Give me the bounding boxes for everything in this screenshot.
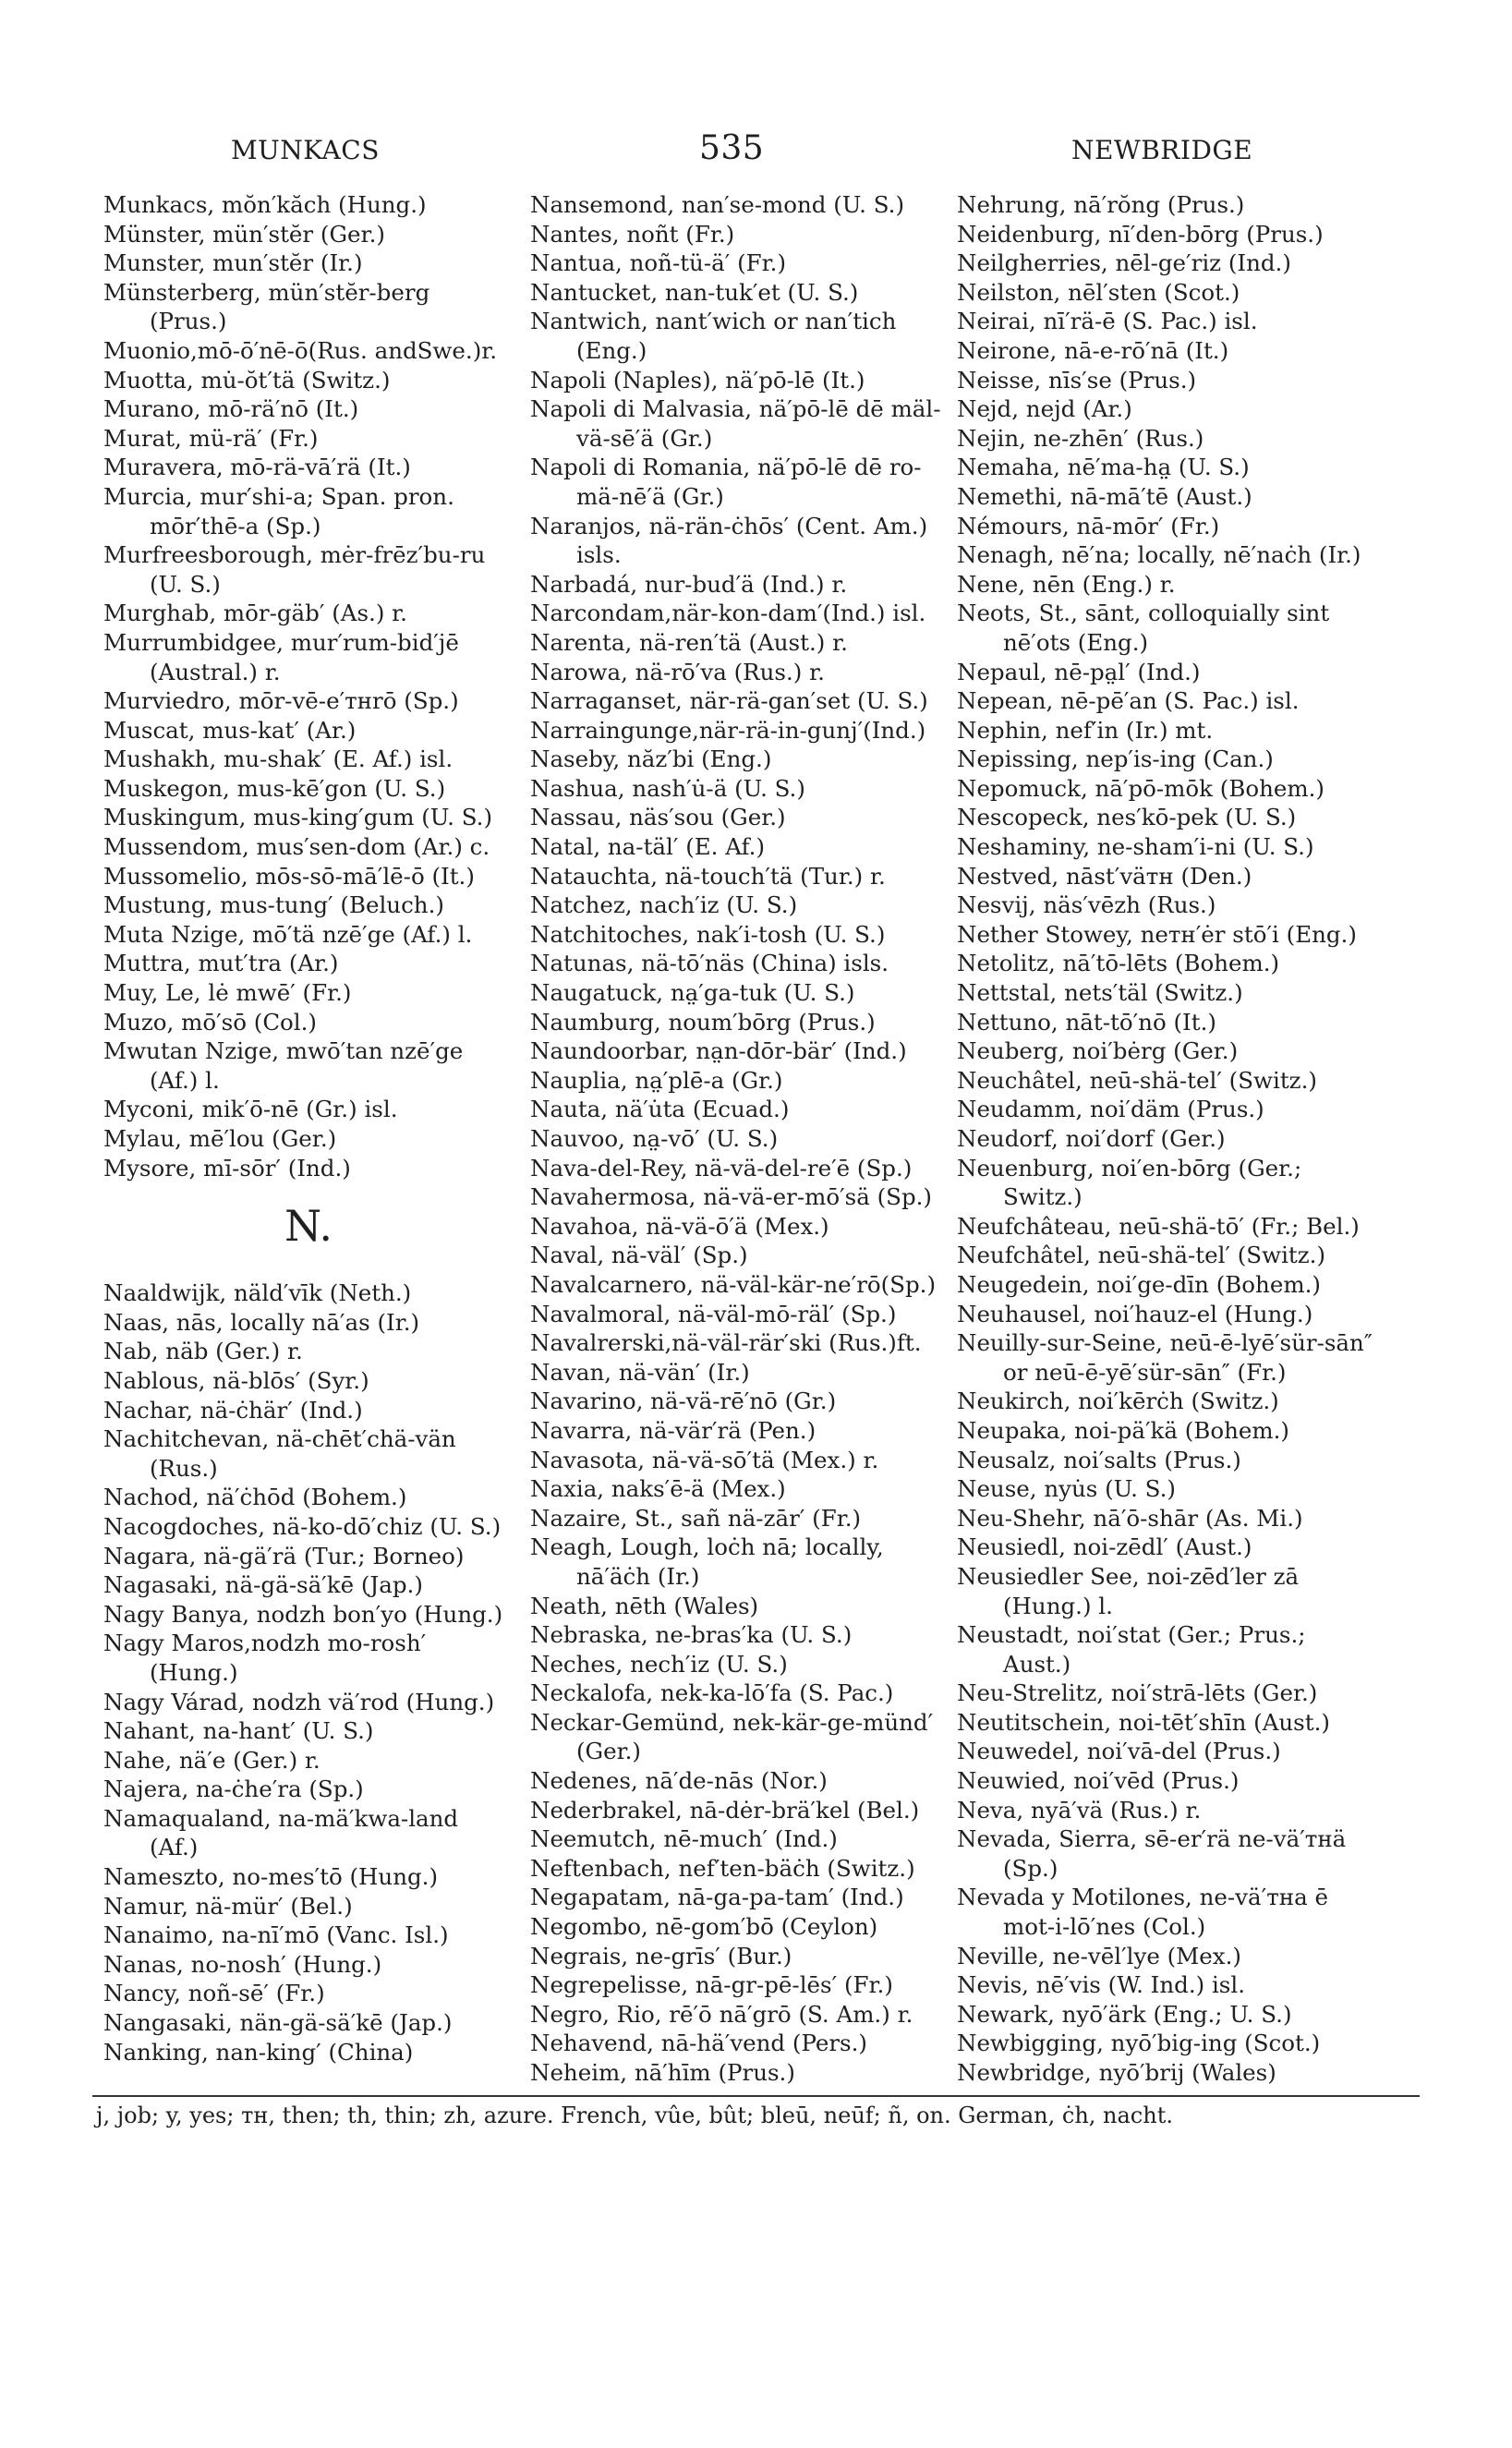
gazetteer-entry: Neches, nech′iz (U. S.) (530, 1650, 788, 1678)
gazetteer-entry: Nagy Banya, nodzh bon′yo (Hung.) (103, 1600, 503, 1628)
gazetteer-entry: Neots, St., sānt, colloquially sint nē′ots (Eng.) (957, 600, 1330, 656)
gazetteer-entry: Nantes, noñt (Fr.) (530, 220, 735, 248)
gazetteer-entry: Neath, nēth (Wales) (530, 1592, 759, 1619)
gazetteer-entry: Neupaka, noi-pä′kä (Bohem.) (957, 1416, 1289, 1444)
gazetteer-entry: Newbridge, nyō′brij (Wales) (957, 2059, 1276, 2086)
gazetteer-entry: Neuberg, noi′bėrg (Ger.) (957, 1037, 1239, 1065)
gazetteer-entry: Nantucket, nan-tuk′et (U. S.) (530, 278, 859, 306)
gazetteer-entry: Negapatam, nā-ga-pa-tam′ (Ind.) (530, 1884, 904, 1911)
gazetteer-entry: Murfreesborough, mėr-frēz′bu-ru (U. S.) (103, 541, 486, 598)
gazetteer-entry: Neftenbach, nef′ten-bäċh (Switz.) (530, 1854, 915, 1882)
gazetteer-entry: Muskingum, mus-king′gum (U. S.) (103, 804, 493, 831)
gazetteer-entry: Natchitoches, nak′i-tosh (U. S.) (530, 920, 886, 948)
gazetteer-entry: Navasota, nä-vä-sō′tä (Mex.) r. (530, 1446, 879, 1473)
gazetteer-entry: Muonio,mō-ō′nē-ō(Rus. andSwe.)r. (103, 336, 498, 364)
gazetteer-entry: Naranjos, nä-rän-ċhōs′ (Cent. Am.) isls. (530, 512, 928, 569)
gazetteer-entry: Mussomelio, mōs-sō-mā′lē-ō (It.) (103, 862, 475, 890)
gazetteer-entry: Nagy Várad, nodzh vä′rod (Hung.) (103, 1688, 495, 1715)
column-1 (103, 190, 514, 2066)
gazetteer-entry: Nanking, nan-king′ (China) (103, 2038, 414, 2066)
section-heading: N. (284, 1201, 333, 1252)
gazetteer-entry: Nacogdoches, nä-ko-dō′chiz (U. S.) (103, 1512, 502, 1540)
gazetteer-entry: Mussendom, mus′sen-dom (Ar.) c. (103, 833, 490, 861)
gazetteer-entry: Narraingunge,när-rä-in-gunj′(Ind.) (530, 716, 926, 744)
gazetteer-entry: Nescopeck, nes′kō-pek (U. S.) (957, 804, 1297, 831)
gazetteer-entry: Muta Nzige, mō′tä nzē′ge (Af.) l. (103, 920, 473, 948)
gazetteer-entry: Nestved, nāst′väᴛʜ (Den.) (957, 862, 1252, 890)
gazetteer-entry: Myconi, mik′ō-nē (Gr.) isl. (103, 1096, 398, 1123)
gazetteer-entry: Naxia, naks′ē-ä (Mex.) (530, 1475, 786, 1503)
gazetteer-entry: Neirai, nī′rä-ē (S. Pac.) isl. (957, 308, 1258, 335)
gazetteer-entry: Neilston, nēl′sten (Scot.) (957, 278, 1240, 306)
gazetteer-entry: Neuchâtel, neū-shä-tel′ (Switz.) (957, 1066, 1317, 1094)
gazetteer-entry: Nagasaki, nä-gä-sä′kē (Jap.) (103, 1571, 423, 1599)
gazetteer-entry: Nagara, nä-gä′rä (Tur.; Borneo) (103, 1542, 465, 1569)
gazetteer-entry: Nantwich, nant′wich or nan′tich (Eng.) (530, 308, 897, 364)
gazetteer-entry: Naugatuck, na̤′ga-tuk (U. S.) (530, 979, 855, 1007)
gazetteer-entry: Neisse, nīs′se (Prus.) (957, 366, 1197, 394)
gazetteer-entry: Nepissing, nep′is-ing (Can.) (957, 745, 1274, 773)
gazetteer-entry: Neugedein, noi′ge-dīn (Bohem.) (957, 1270, 1321, 1298)
gazetteer-entry: Nantua, noñ-tü-ä′ (Fr.) (530, 249, 787, 277)
gazetteer-entry: Negombo, nē-gom′bō (Ceylon) (530, 1913, 878, 1941)
gazetteer-entry: Neusiedler See, noi-zēd′ler zā (Hung.) l. (957, 1562, 1300, 1619)
gazetteer-entry: Neu-Shehr, nā′ō-shār (As. Mi.) (957, 1504, 1303, 1532)
gazetteer-entry: Neville, ne-vēl′lye (Mex.) (957, 1942, 1241, 1969)
gazetteer-entry: Muy, Le, lė mwē′ (Fr.) (103, 979, 352, 1007)
gazetteer-entry: Neuwedel, noi′vā-del (Prus.) (957, 1738, 1281, 1765)
gazetteer-entry: Nevada, Sierra, sē-er′rä ne-vä′ᴛʜä (Sp.) (957, 1825, 1347, 1882)
gazetteer-entry: Naaldwijk, näld′vīk (Neth.) (103, 1279, 412, 1307)
gazetteer-entry: Mylau, mē′lou (Ger.) (103, 1125, 337, 1152)
gazetteer-entry: Natauchta, nä-touch′tä (Tur.) r. (530, 862, 886, 890)
gazetteer-entry: Nangasaki, nän-gä-sä′kē (Jap.) (103, 2009, 453, 2037)
gazetteer-entry: Nameszto, no-mes′tō (Hung.) (103, 1863, 438, 1891)
gazetteer-entry: Narowa, nä-rō′va (Rus.) r. (530, 658, 825, 685)
gazetteer-entry: Navahoa, nä-vä-ō′ä (Mex.) (530, 1212, 829, 1240)
gazetteer-entry: Neckalofa, nek-ka-lō′fa (S. Pac.) (530, 1679, 894, 1707)
gazetteer-entry: Neuhausel, noi′hauz-el (Hung.) (957, 1300, 1313, 1327)
gazetteer-entry: Neagh, Lough, loċh nā; locally, nā′äċh (Ir.) (530, 1533, 884, 1590)
gazetteer-entry: Natal, na-täl′ (E. Af.) (530, 833, 766, 861)
gazetteer-entry: Neusiedl, noi-zēdl′ (Aust.) (957, 1533, 1252, 1561)
column-3 (957, 190, 1373, 2088)
gazetteer-entry: Napoli di Romania, nä′pō-lē dē ro-mä-nē′ä (Gr.) (530, 454, 922, 510)
gazetteer-entry: Nene, nēn (Eng.) r. (957, 570, 1176, 598)
gazetteer-entry: Nether Stowey, neᴛʜ′ėr stō′i (Eng.) (957, 920, 1357, 948)
gazetteer-entry: Neemutch, nē-much′ (Ind.) (530, 1825, 838, 1853)
gazetteer-entry: Negrais, ne-grīs′ (Bur.) (530, 1942, 792, 1969)
gazetteer-entry: Nagy Maros,nodzh mo-rosh′(Hung.) (103, 1630, 427, 1686)
gazetteer-entry: Navan, nä-vän′ (Ir.) (530, 1358, 750, 1386)
gazetteer-entry: Nanas, no-nosh′ (Hung.) (103, 1950, 382, 1978)
gazetteer-entry: Neusalz, noi′salts (Prus.) (957, 1446, 1241, 1473)
gazetteer-entry: Narcondam,när-kon-dam′(Ind.) isl. (530, 600, 926, 627)
gazetteer-entry: Navarino, nä-vä-rē′nō (Gr.) (530, 1388, 837, 1415)
gazetteer-entry: Neukirch, noi′kērċh (Switz.) (957, 1388, 1279, 1415)
gazetteer-entry: Neilgherries, nēl-ge′riz (Ind.) (957, 249, 1291, 277)
gazetteer-entry: Nahant, na-hant′ (U. S.) (103, 1717, 374, 1745)
gazetteer-entry: Nablous, nä-blōs′ (Syr.) (103, 1366, 369, 1394)
gazetteer-entry: Nepomuck, nā′pō-mōk (Bohem.) (957, 774, 1325, 802)
gazetteer-entry: Neuenburg, noi′en-bōrg (Ger.; Switz.) (957, 1154, 1302, 1211)
gazetteer-entry: Muscat, mus-kat′ (Ar.) (103, 716, 357, 744)
gazetteer-entry: Najera, na-ċhe′ra (Sp.) (103, 1775, 364, 1803)
gazetteer-entry: Nehrung, nā′rŏng (Prus.) (957, 191, 1245, 218)
gazetteer-entry: Nebraska, ne-bras′ka (U. S.) (530, 1621, 853, 1649)
gazetteer-entry: Navarra, nä-vär′rä (Pen.) (530, 1416, 816, 1444)
gazetteer-entry: Nettstal, nets′täl (Switz.) (957, 979, 1243, 1007)
gazetteer-entry: Munster, mun′stĕr (Ir.) (103, 249, 363, 277)
gazetteer-entry: Namaqualand, na-mä′kwa-land (Af.) (103, 1804, 459, 1861)
gazetteer-entry: Nazaire, St., sañ nä-zār′ (Fr.) (530, 1504, 862, 1532)
gazetteer-entry: Navalcarnero, nä-väl-kär-ne′rō(Sp.) (530, 1270, 937, 1298)
gazetteer-entry: Navalrerski,nä-väl-rär′ski (Rus.)ft. (530, 1329, 922, 1357)
gazetteer-entry: Nesvij, näs′vēzh (Rus.) (957, 891, 1216, 919)
gazetteer-entry: Neuwied, noi′vēd (Prus.) (957, 1767, 1240, 1795)
gazetteer-entry: Nevis, nē′vis (W. Ind.) isl. (957, 1971, 1245, 1999)
gazetteer-entry: Nab, näb (Ger.) r. (103, 1338, 303, 1365)
gazetteer-entry: Nedenes, nā′de-nās (Nor.) (530, 1767, 828, 1795)
gazetteer-entry: Murrumbidgee, mur′rum-bid′jē (Austral.) r. (103, 628, 459, 685)
gazetteer-entry: Nemethi, nā-mā′tē (Aust.) (957, 482, 1252, 510)
page-number: 535 (699, 129, 765, 167)
gazetteer-entry: Nehavend, nā-hä′vend (Pers.) (530, 2030, 867, 2057)
gazetteer-entry: Neheim, nā′hīm (Prus.) (530, 2059, 795, 2086)
gazetteer-entry: Nancy, noñ-sē′ (Fr.) (103, 1980, 325, 2007)
gazetteer-entry: Mustung, mus-tung′ (Beluch.) (103, 891, 444, 919)
gazetteer-entry: Murat, mü-rä′ (Fr.) (103, 424, 319, 452)
gazetteer-entry: Nansemond, nan′se-mond (U. S.) (530, 191, 905, 218)
gazetteer-entry: Neshaminy, ne-sham′i-ni (U. S.) (957, 833, 1314, 861)
gazetteer-entry: Netolitz, nā′tō-lēts (Bohem.) (957, 950, 1280, 977)
gazetteer-entry: Neidenburg, nī′den-bōrg (Prus.) (957, 220, 1324, 248)
gazetteer-entry: Napoli di Malvasia, nä′pō-lē dē mäl-vä-sē′ä (Gr.) (530, 395, 941, 452)
gazetteer-entry: Mysore, mī-sōr′ (Ind.) (103, 1154, 351, 1182)
gazetteer-entry: Neu-Strelitz, noi′strā-lēts (Ger.) (957, 1679, 1318, 1707)
running-head-right: NEWBRIDGE (1071, 135, 1253, 165)
gazetteer-entry: Naundoorbar, na̤n-dōr-bär′ (Ind.) (530, 1037, 907, 1065)
gazetteer-entry: Nassau, näs′sou (Ger.) (530, 804, 786, 831)
gazetteer-entry: Natchez, nach′iz (U. S.) (530, 891, 798, 919)
gazetteer-entry: Nachitchevan, nä-chēt′chä-vän (Rus.) (103, 1425, 456, 1482)
gazetteer-entry: Nejd, nejd (Ar.) (957, 395, 1132, 423)
gazetteer-entry: Nettuno, nāt-tō′nō (It.) (957, 1008, 1216, 1036)
pronunciation-key: j, job; y, yes; ᴛʜ, then; th, thin; zh, azure. French, vûe, bût; bleū, neūf; ñ, on. German, ċh, nacht. (96, 2103, 1173, 2128)
gazetteer-entry: Murcia, mur′shi-a; Span. pron. mōr′thē-a (Sp.) (103, 482, 454, 539)
gazetteer-entry: Nanaimo, na-nī′mō (Vanc. Isl.) (103, 1921, 449, 1949)
gazetteer-entry: Mwutan Nzige, mwō′tan nzē′ge (Af.) l. (103, 1037, 464, 1094)
gazetteer-entry: Némours, nā-mōr′ (Fr.) (957, 512, 1220, 539)
gazetteer-entry: Muzo, mō′sō (Col.) (103, 1008, 317, 1036)
gazetteer-entry: Munkacs, mŏn′kăch (Hung.) (103, 191, 427, 218)
gazetteer-entry: Nashua, nash′u̇-ä (U. S.) (530, 774, 805, 802)
gazetteer-entry: Nahe, nä′e (Ger.) r. (103, 1746, 321, 1774)
gazetteer-entry: Neuilly-sur-Seine, neū-ē-lyē′sür-sān″ or neū-ē-yē′sür-sān″ (Fr.) (957, 1329, 1373, 1386)
gazetteer-entry: Muotta, mu̇-ŏt′tä (Switz.) (103, 366, 391, 394)
gazetteer-entry: Mushakh, mu-shak′ (E. Af.) isl. (103, 745, 454, 773)
gazetteer-entry: Neva, nyā′vä (Rus.) r. (957, 1796, 1202, 1824)
gazetteer-entry: Naseby, năz′bi (Eng.) (530, 745, 772, 773)
gazetteer-entry: Nauplia, na̤′plē-a (Gr.) (530, 1066, 783, 1094)
gazetteer-entry: Nejin, ne-zhēn′ (Rus.) (957, 424, 1204, 452)
gazetteer-entry: Naas, nās, locally nā′as (Ir.) (103, 1308, 420, 1336)
gazetteer-entry: Nenagh, nē′na; locally, nē′naċh (Ir.) (957, 541, 1361, 569)
gazetteer-entry: Nephin, nef′in (Ir.) mt. (957, 716, 1214, 744)
gazetteer-entry: Münsterberg, mün′stĕr-berg (Prus.) (103, 278, 430, 335)
gazetteer-entry: Newark, nyō′ärk (Eng.; U. S.) (957, 2000, 1292, 2028)
page-header (0, 129, 1512, 179)
gazetteer-entry: Nepaul, nē-pa̤l′ (Ind.) (957, 658, 1201, 685)
gazetteer-entry: Muttra, mut′tra (Ar.) (103, 950, 339, 977)
gazetteer-entry: Narbadá, nur-bud′ä (Ind.) r. (530, 570, 848, 598)
gazetteer-entry: Nava-del-Rey, nä-vä-del-re′ē (Sp.) (530, 1154, 913, 1182)
gazetteer-entry: Neutitschein, noi-tēt′shīn (Aust.) (957, 1708, 1330, 1736)
gazetteer-entry: Nauvoo, na̤-vō′ (U. S.) (530, 1125, 779, 1152)
running-head-left: MUNKACS (231, 135, 380, 165)
column-2 (530, 190, 946, 2088)
gazetteer-entry: Navalmoral, nä-väl-mō-räl′ (Sp.) (530, 1300, 897, 1327)
gazetteer-entry: Murghab, mōr-gäb′ (As.) r. (103, 600, 407, 627)
gazetteer-entry: Navahermosa, nä-vä-er-mō′sä (Sp.) (530, 1183, 932, 1211)
footer-rule (92, 2095, 1420, 2097)
gazetteer-entry: Narenta, nä-ren′tä (Aust.) r. (530, 628, 848, 656)
gazetteer-entry: Murviedro, mōr-vē-e′ᴛʜrō (Sp.) (103, 687, 459, 715)
gazetteer-entry: Münster, mün′stĕr (Ger.) (103, 220, 385, 248)
gazetteer-entry: Natunas, nä-tō′näs (China) isls. (530, 950, 889, 977)
gazetteer-entry: Murano, mō-rä′nō (It.) (103, 395, 359, 423)
gazetteer-entry: Naumburg, noum′bōrg (Prus.) (530, 1008, 876, 1036)
gazetteer-entry: Neudamm, noi′däm (Prus.) (957, 1096, 1264, 1123)
gazetteer-entry: Neirone, nā-e-rō′nā (It.) (957, 336, 1229, 364)
gazetteer-entry: Nevada y Motilones, ne-vä′ᴛʜa ē mot-i-lō′nes (Col.) (957, 1884, 1328, 1941)
gazetteer-entry: Neufchâtel, neū-shä-tel′ (Switz.) (957, 1242, 1325, 1269)
gazetteer-entry: Nauta, nä′u̇ta (Ecuad.) (530, 1096, 790, 1123)
gazetteer-entry: Naval, nä-väl′ (Sp.) (530, 1242, 748, 1269)
gazetteer-entry: Nemaha, nē′ma-ha̤ (U. S.) (957, 454, 1250, 481)
gazetteer-entry: Neufchâteau, neū-shä-tō′ (Fr.; Bel.) (957, 1212, 1360, 1240)
gazetteer-entry: Nederbrakel, nā-dėr-brä′kel (Bel.) (530, 1796, 920, 1824)
gazetteer-entry: Nachar, nä-ċhär′ (Ind.) (103, 1396, 363, 1424)
gazetteer-entry: Neuse, nyu̇s (U. S.) (957, 1475, 1176, 1503)
gazetteer-entry: Namur, nä-mür′ (Bel.) (103, 1892, 353, 1920)
gazetteer-entry: Napoli (Naples), nä′pō-lē (It.) (530, 366, 865, 394)
gazetteer-entry: Nachod, nä′ċhōd (Bohem.) (103, 1484, 407, 1511)
gazetteer-entry: Negrepelisse, nā-gr-pē-lēs′ (Fr.) (530, 1971, 893, 1999)
gazetteer-entry: Neckar-Gemünd, nek-kär-ge-münd′ (Ger.) (530, 1708, 934, 1765)
gazetteer-entry: Neustadt, noi′stat (Ger.; Prus.; Aust.) (957, 1621, 1306, 1678)
gazetteer-entry: Neudorf, noi′dorf (Ger.) (957, 1125, 1226, 1152)
gazetteer-entry: Newbigging, nyō′big-ing (Scot.) (957, 2030, 1321, 2057)
gazetteer-entry: Negro, Rio, rē′ō nā′grō (S. Am.) r. (530, 2000, 913, 2028)
gazetteer-entry: Muravera, mō-rä-vā′rä (It.) (103, 454, 411, 481)
gazetteer-entry: Nepean, nē-pē′an (S. Pac.) isl. (957, 687, 1300, 715)
gazetteer-entry: Muskegon, mus-kē′gon (U. S.) (103, 774, 446, 802)
gazetteer-entry: Narraganset, när-rä-gan′set (U. S.) (530, 687, 928, 715)
